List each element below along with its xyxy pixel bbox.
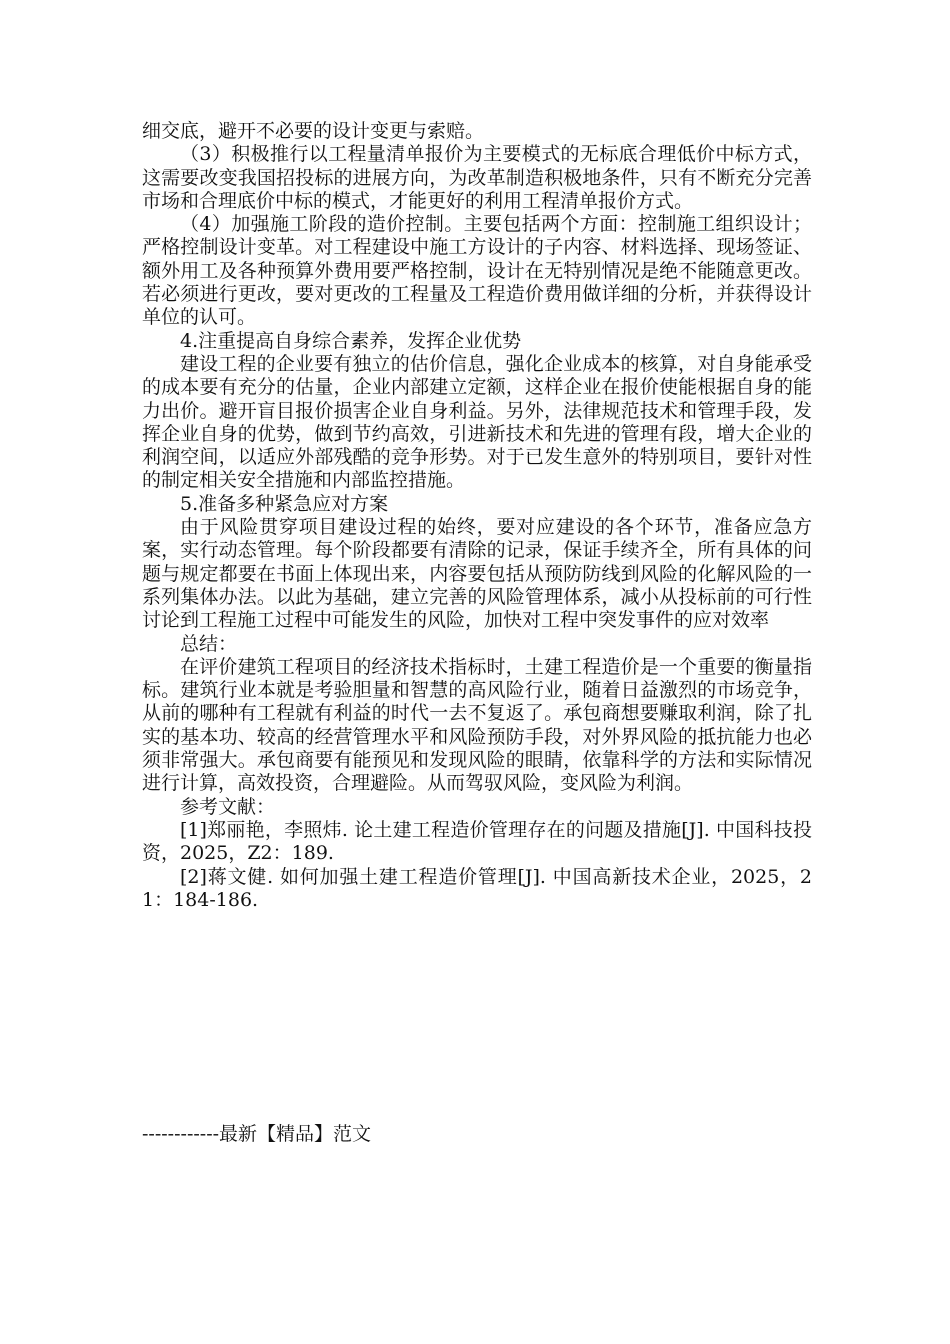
paragraph-section-4-body: 建设工程的企业要有独立的估价信息，强化企业成本的核算，对自身能承受的成本要有充分的估量，企业内部建立定额，这样企业在报价使能根据自身的能力出价。避开盲目报价损害企业自身利益。另外，法律规范技术和管理手段，发挥企业自身的优势，做到节约高效，引进新技术和先进的管理有段，增大企业的利润空间，以适应外部残酷的竞争形势。对于已发生意外的特别项目，要针对性的制定相关安全措施和内部监控措施。 — [142, 352, 812, 492]
page-footer: ------------最新【精品】范文 — [142, 1123, 372, 1145]
paragraph-summary-body: 在评价建筑工程项目的经济技术指标时，土建工程造价是一个重要的衡量指标。建筑行业本就是考验胆量和智慧的高风险行业，随着日益激烈的市场竞争，从前的哪种有工程就有利益的时代一去不复返了。承包商想要赚取利润，除了扎实的基本功、较高的经营管理水平和风险预防手段，对外界风险的抵抗能力也必须非常强大。承包商要有能预见和发现风险的眼睛，依靠科学的方法和实际情况进行计算，高效投资，合理避险。从而驾驭风险，变风险为利润。 — [142, 655, 812, 795]
section-heading-4: 4.注重提高自身综合素养，发挥企业优势 — [180, 329, 522, 352]
references-heading: 参考文献： — [180, 795, 276, 818]
paragraph-item-3: （3）积极推行以工程量清单报价为主要模式的无标底合理低价中标方式，这需要改变我国招投标的进展方向，为改革制造积极地条件，只有不断充分完善市场和合理底价中标的模式，才能更好的利用工程清单报价方式。 — [142, 143, 812, 212]
paragraph-section-5-body: 由于风险贯穿项目建设过程的始终，要对应建设的各个环节，准备应急方案，实行动态管理。每个阶段都要有清除的记录，保证手续齐全，所有具体的问题与规定都要在书面上体现出来，内容要包括从预防防线到风险的化解风险的一系列集体办法。以此为基础，建立完善的风险管理体系，减小从投标前的可行性讨论到工程施工过程中可能发生的风险，加快对工程中突发事件的应对效率 — [142, 516, 812, 632]
reference-item-2: [2]蒋文健. 如何加强土建工程造价管理[J]. 中国高新技术企业，2025，21：184-186. — [142, 865, 812, 911]
summary-heading: 总结： — [180, 632, 238, 655]
paragraph-continuation: 细交底，避开不必要的设计变更与索赔。 — [142, 120, 485, 142]
reference-item-1: [1]郑丽艳，李照炜. 论土建工程造价管理存在的问题及措施[J]. 中国科技投资，2025，Z2：189. — [142, 818, 812, 865]
section-heading-5: 5.准备多种紧急应对方案 — [180, 492, 389, 515]
paragraph-item-4: （4）加强施工阶段的造价控制。主要包括两个方面：控制施工组织设计；严格控制设计变革。对工程建设中施工方设计的子内容、材料选择、现场签证、额外用工及各种预算外费用要严格控制，设计在无特别情况是绝不能随意更改。若必须进行更改，要对更改的工程量及工程造价费用做详细的分析，并获得设计单位的认可。 — [142, 213, 812, 329]
document-body — [142, 120, 812, 912]
